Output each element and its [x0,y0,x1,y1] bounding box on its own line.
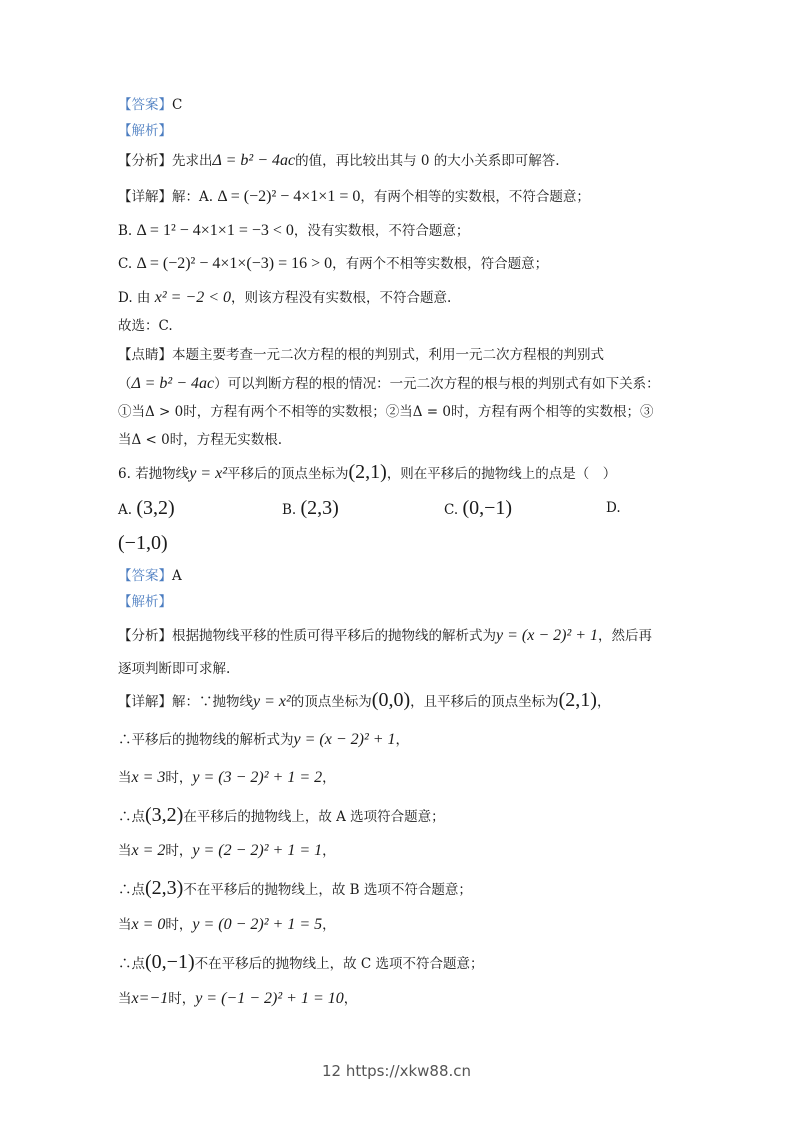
explanation-text: ，则该方程没有实数根，不符合题意. [231,290,452,306]
formula: x = 0 [131,916,166,933]
text: 在平移后的抛物线上，故 A 选项符合题意； [183,809,445,825]
analysis-label: 【解析】 [118,123,172,139]
text: ∴点 [118,809,145,825]
option-label: D. [606,500,621,516]
fenxi-label: 【分析】 [118,628,172,644]
coordinate: (0,0) [371,689,411,711]
option-d-label [606,498,621,518]
option-value: (3,2) [136,497,175,519]
fenxi-formula: y = (x − 2)² + 1 [496,627,599,644]
q5-xiangjie-line [118,187,590,207]
q5-dianjing-line-1 [118,345,604,365]
question-number: 6. [118,466,131,482]
text: ∴点 [118,956,145,972]
formula: Δ = (−2)² − 4×1×1 = 0 [217,188,361,205]
q6-xiangjie-line-3 [118,768,336,788]
q5-line-d [118,288,451,308]
fenxi-label: 【分析】 [118,153,172,169]
analysis-label: 【解析】 [118,594,172,610]
q6-xiangjie-line-2 [118,730,409,750]
choose-text: 故选：C. [118,318,173,334]
q5-fenxi-line [118,151,560,171]
option-label: B. [282,502,297,518]
fenxi-text: 逐项判断即可求解. [118,661,231,677]
dianjing-text: 当Δ < 0时，方程无实数根. [118,432,283,448]
text: 时， [165,770,193,786]
explanation-text: ，有两个相等的实数根，不符合题意； [360,189,590,205]
dianjing-text: （ [118,376,132,392]
q6-xiangjie-line-8 [118,952,484,974]
stem-formula: y = x² [189,465,227,482]
fenxi-text: 根据抛物线平移的性质可得平移后的抛物线的解析式为 [172,628,496,644]
answer-label: 【答案】 [118,97,172,113]
fenxi-text: 的值，再比较出其与 0 的大小关系即可解答. [295,153,560,169]
fenxi-text: 先求出 [172,153,213,169]
q6-xiangjie-line-1 [118,690,610,712]
text: 不在平移后的抛物线上，故 C 选项不符合题意； [194,956,484,972]
option-label: A. [118,502,133,518]
text: ，且平移后的顶点坐标为 [410,694,559,710]
text: 时， [165,917,193,933]
q5-answer-line [118,95,182,115]
text: ， [343,991,358,1007]
option-d-value [118,533,168,555]
footer-url[interactable]: https://xkw88.cn [345,1062,472,1080]
q6-xiangjie-line-4 [118,805,445,827]
text: 的顶点坐标为 [290,694,372,710]
text: 时， [165,843,193,859]
q5-dianjing-line-3 [118,402,653,422]
option-c [444,498,512,520]
formula: Δ = (−2)² − 4×1×(−3) = 16 > 0 [136,255,333,272]
page-number: 12 [321,1062,342,1080]
coordinate: (3,2) [145,804,184,826]
text: ， [395,732,410,748]
formula: x=−1 [131,990,169,1007]
option-value: (−1,0) [118,532,168,554]
stem-vertex: (2,1) [348,461,387,483]
text: ， [596,694,611,710]
dianjing-text: ）可以判断方程的根的情况：一元二次方程的根与根的判别式有如下关系： [214,376,660,392]
dianjing-text: ①当Δ > 0时，方程有两个不相等的实数根；②当Δ = 0时，方程有两个相等的实数根；③ [118,404,654,420]
q6-xiangjie-line-9 [118,989,357,1009]
fenxi-text: ，然后再 [598,628,653,644]
q6-fenxi-line-2 [118,659,230,679]
coordinate: (2,3) [145,877,184,899]
formula: y = x² [253,693,291,710]
coordinate: (0,−1) [145,951,195,973]
dianjing-text: 本题主要考查一元二次方程的根的判别式，利用一元二次方程根的判别式 [172,347,604,363]
page-footer [0,1062,793,1080]
option-prefix: B. [118,223,133,239]
explanation-text: ，没有实数根，不符合题意； [293,223,470,239]
q5-choose-line [118,316,173,336]
q5-dianjing-line-4 [118,430,282,450]
text: 当 [118,843,132,859]
option-prefix: 解：A. [172,189,214,205]
text: 当 [118,991,132,1007]
formula: x = 2 [131,842,166,859]
q6-analysis-label-line [118,592,172,612]
text: ， [322,770,336,786]
text: 解：∵抛物线 [172,694,253,710]
stem-text: 若抛物线 [135,466,190,482]
option-prefix: D. 由 [118,290,151,306]
formula: y = (3 − 2)² + 1 = 2 [192,769,323,786]
formula: x² = −2 < 0 [154,289,232,306]
xiangjie-label: 【详解】 [118,694,172,710]
text: 不在平移后的抛物线上，故 B 选项不符合题意； [183,882,472,898]
option-label: C. [444,502,459,518]
answer-value: A [172,568,182,584]
text: ， [322,917,336,933]
stem-text: ，则在平移后的抛物线上的点是（ ） [386,466,617,482]
option-prefix: C. [118,256,133,272]
option-value: (2,3) [300,497,339,519]
q6-xiangjie-line-5 [118,841,336,861]
formula: x = 3 [131,769,166,786]
formula: y = (2 − 2)² + 1 = 1 [192,842,323,859]
q5-line-c [118,254,548,274]
text: ∴平移后的抛物线的解析式为 [118,732,294,748]
q6-xiangjie-line-7 [118,915,336,935]
text: ， [322,843,336,859]
fenxi-formula: Δ = b² − 4ac [212,152,296,169]
q6-answer-line [118,566,182,586]
dianjing-label: 【点睛】 [118,347,172,363]
q6-stem [118,462,616,484]
formula: y = (x − 2)² + 1 [293,731,396,748]
option-a [118,498,175,520]
q5-line-b [118,221,469,241]
text: ∴点 [118,882,145,898]
option-b [282,498,339,520]
stem-text: 平移后的顶点坐标为 [226,466,349,482]
xiangjie-label: 【详解】 [118,189,172,205]
q6-xiangjie-line-6 [118,878,472,900]
formula: y = (0 − 2)² + 1 = 5 [192,916,323,933]
formula: Δ = b² − 4ac [131,375,215,392]
q5-analysis-label-line [118,121,172,141]
text: 时， [168,991,196,1007]
q5-dianjing-line-2 [118,374,660,394]
formula: y = (−1 − 2)² + 1 = 10 [195,990,344,1007]
option-value: (0,−1) [462,497,513,519]
text: 当 [118,917,132,933]
q6-fenxi-line-1 [118,626,652,646]
answer-label: 【答案】 [118,568,172,584]
coordinate: (2,1) [558,689,597,711]
explanation-text: ，有两个不相等实数根，符合题意； [332,256,549,272]
text: 当 [118,770,132,786]
answer-value: C [172,97,183,113]
formula: Δ = 1² − 4×1×1 = −3 < 0 [136,222,294,239]
